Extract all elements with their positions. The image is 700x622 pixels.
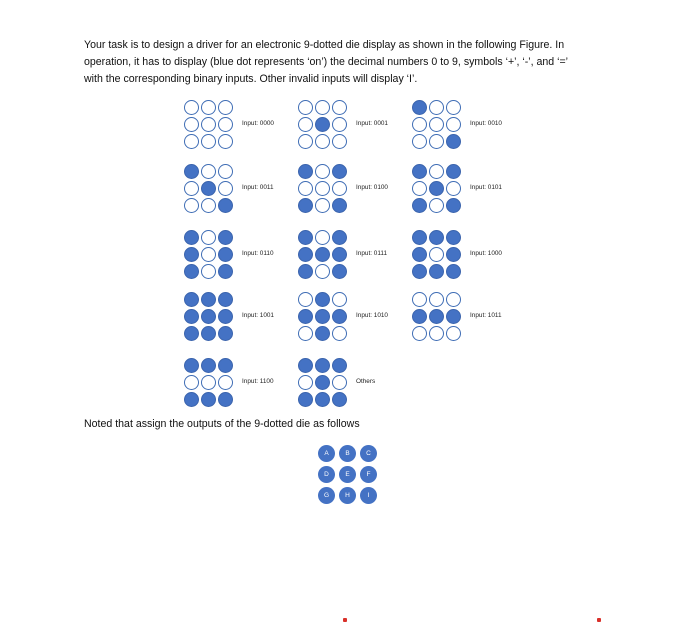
dot-on <box>429 230 444 245</box>
output-dot-d: D <box>318 466 335 483</box>
dot-on <box>332 392 347 407</box>
dot-on <box>332 358 347 373</box>
dot-on <box>218 392 233 407</box>
die-display <box>412 292 461 341</box>
dot-on <box>332 247 347 262</box>
display-input-label: Input: 0100 <box>356 184 388 191</box>
dot-off <box>332 134 347 149</box>
dot-on <box>298 164 313 179</box>
dot-on <box>412 100 427 115</box>
display-input-label: Input: 0011 <box>242 184 274 191</box>
dot-on <box>218 264 233 279</box>
dot-on <box>446 230 461 245</box>
dot-on <box>298 264 313 279</box>
dot-off <box>332 100 347 115</box>
output-dot-c: C <box>360 445 377 462</box>
dot-on <box>218 358 233 373</box>
die-display <box>298 100 347 149</box>
die-display <box>412 100 461 149</box>
dot-on <box>332 164 347 179</box>
dot-off <box>298 117 313 132</box>
dot-off <box>201 230 216 245</box>
dot-off <box>298 326 313 341</box>
dot-off <box>201 117 216 132</box>
dot-off <box>184 375 199 390</box>
dot-off <box>412 134 427 149</box>
dot-on <box>184 326 199 341</box>
dot-off <box>332 375 347 390</box>
display-input-label: Input: 0110 <box>242 250 274 257</box>
dot-off <box>201 247 216 262</box>
dot-on <box>332 230 347 245</box>
dot-on <box>218 292 233 307</box>
dot-on <box>184 264 199 279</box>
dot-off <box>184 117 199 132</box>
red-scan-mark-right <box>597 618 601 622</box>
dot-off <box>298 292 313 307</box>
dot-off <box>298 100 313 115</box>
output-dot-e: E <box>339 466 356 483</box>
dot-off <box>429 134 444 149</box>
dot-on <box>298 309 313 324</box>
die-display <box>298 358 347 407</box>
dot-off <box>218 181 233 196</box>
dot-on <box>446 164 461 179</box>
dot-off <box>429 164 444 179</box>
dot-on <box>315 309 330 324</box>
die-display <box>412 164 461 213</box>
dot-off <box>298 181 313 196</box>
dot-on <box>446 264 461 279</box>
dot-on <box>184 358 199 373</box>
dot-on <box>315 292 330 307</box>
dot-on <box>201 309 216 324</box>
display-input-label: Others <box>356 378 376 385</box>
output-dot-b: B <box>339 445 356 462</box>
dot-off <box>201 198 216 213</box>
display-input-label: Input: 0000 <box>242 120 274 127</box>
dot-on <box>184 164 199 179</box>
display-input-label: Input: 1010 <box>356 312 388 319</box>
die-display <box>184 358 233 407</box>
dot-on <box>315 247 330 262</box>
dot-on <box>315 358 330 373</box>
dot-off <box>429 292 444 307</box>
dot-off <box>315 230 330 245</box>
dot-off <box>446 100 461 115</box>
dot-on <box>184 230 199 245</box>
dot-on <box>332 309 347 324</box>
dot-on <box>298 198 313 213</box>
dot-on <box>218 198 233 213</box>
red-scan-mark-left <box>343 618 347 622</box>
intro-line-1: Your task is to design a driver for an electronic 9-dotted die display as shown in the following Figure. In <box>84 39 565 51</box>
dot-off <box>218 117 233 132</box>
dot-on <box>184 247 199 262</box>
dot-off <box>201 264 216 279</box>
dot-off <box>332 117 347 132</box>
dot-off <box>429 326 444 341</box>
dot-off <box>315 181 330 196</box>
die-display <box>184 230 233 279</box>
dot-off <box>184 134 199 149</box>
dot-off <box>332 181 347 196</box>
dot-off <box>298 375 313 390</box>
dot-on <box>429 181 444 196</box>
dot-off <box>412 117 427 132</box>
dot-on <box>298 392 313 407</box>
dot-off <box>429 117 444 132</box>
dot-on <box>298 247 313 262</box>
dot-on <box>218 230 233 245</box>
dot-on <box>201 392 216 407</box>
dot-on <box>332 264 347 279</box>
die-display <box>298 230 347 279</box>
dot-off <box>201 164 216 179</box>
display-input-label: Input: 0001 <box>356 120 388 127</box>
intro-line-2: operation, it has to display (blue dot represents ‘on’) the decimal numbers 0 to 9, symbols ‘+’, ‘-’, and ‘=’ <box>84 56 569 68</box>
output-dot-g: G <box>318 487 335 504</box>
dot-off <box>429 247 444 262</box>
intro-paragraph <box>84 37 624 88</box>
dot-on <box>201 326 216 341</box>
display-input-label: Input: 1011 <box>470 312 502 319</box>
die-display <box>298 292 347 341</box>
dot-on <box>412 164 427 179</box>
dot-off <box>298 134 313 149</box>
display-input-label: Input: 0010 <box>470 120 502 127</box>
dot-off <box>315 100 330 115</box>
dot-on <box>315 375 330 390</box>
dot-on <box>184 309 199 324</box>
dot-on <box>201 181 216 196</box>
display-input-label: Input: 1100 <box>242 378 274 385</box>
dot-on <box>429 264 444 279</box>
intro-line-3: with the corresponding binary inputs. Other invalid inputs will display ‘I’. <box>84 73 418 85</box>
dot-on <box>446 309 461 324</box>
dot-off <box>184 181 199 196</box>
dot-off <box>218 164 233 179</box>
dot-off <box>412 292 427 307</box>
dot-off <box>201 100 216 115</box>
display-input-label: Input: 0101 <box>470 184 502 191</box>
dot-on <box>315 117 330 132</box>
output-dot-i: I <box>360 487 377 504</box>
dot-on <box>218 326 233 341</box>
dot-on <box>184 292 199 307</box>
dot-off <box>332 326 347 341</box>
dot-on <box>412 309 427 324</box>
dot-off <box>218 100 233 115</box>
die-display <box>298 164 347 213</box>
dot-on <box>315 326 330 341</box>
output-note: Noted that assign the outputs of the 9-dotted die as follows <box>84 418 360 430</box>
dot-off <box>218 375 233 390</box>
dot-on <box>218 247 233 262</box>
dot-off <box>201 375 216 390</box>
dot-off <box>184 100 199 115</box>
display-input-label: Input: 1001 <box>242 312 274 319</box>
dot-on <box>201 358 216 373</box>
dot-on <box>429 309 444 324</box>
dot-off <box>315 164 330 179</box>
dot-on <box>446 247 461 262</box>
dot-on <box>201 292 216 307</box>
dot-on <box>184 392 199 407</box>
dot-off <box>446 117 461 132</box>
dot-off <box>446 292 461 307</box>
die-display <box>184 292 233 341</box>
dot-on <box>332 198 347 213</box>
output-dot-a: A <box>318 445 335 462</box>
dot-off <box>201 134 216 149</box>
dot-off <box>412 181 427 196</box>
dot-off <box>429 100 444 115</box>
output-dot-f: F <box>360 466 377 483</box>
dot-on <box>446 134 461 149</box>
dot-on <box>412 247 427 262</box>
dot-off <box>184 198 199 213</box>
dot-on <box>298 358 313 373</box>
dot-off <box>315 264 330 279</box>
dot-off <box>315 134 330 149</box>
dot-on <box>412 264 427 279</box>
die-display <box>184 164 233 213</box>
dot-off <box>446 326 461 341</box>
output-assignment-grid <box>318 445 377 504</box>
dot-on <box>298 230 313 245</box>
dot-off <box>218 134 233 149</box>
dot-on <box>315 392 330 407</box>
dot-off <box>332 292 347 307</box>
output-dot-h: H <box>339 487 356 504</box>
display-input-label: Input: 1000 <box>470 250 502 257</box>
dot-on <box>412 230 427 245</box>
dot-off <box>446 181 461 196</box>
dot-off <box>429 198 444 213</box>
die-display <box>412 230 461 279</box>
die-display <box>184 100 233 149</box>
dot-on <box>218 309 233 324</box>
dot-off <box>412 326 427 341</box>
dot-on <box>446 198 461 213</box>
dot-off <box>315 198 330 213</box>
display-input-label: Input: 0111 <box>356 250 388 257</box>
dot-on <box>412 198 427 213</box>
